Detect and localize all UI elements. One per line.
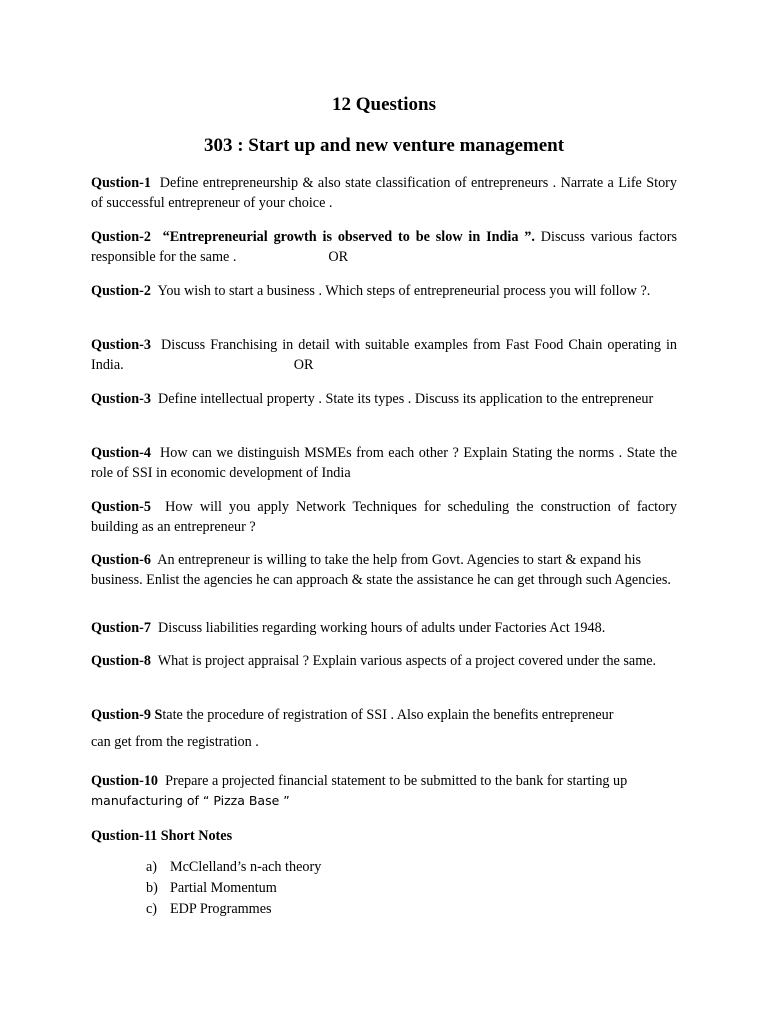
- question-lead-letter: S: [154, 707, 163, 723]
- question-5: [91, 497, 677, 537]
- question-text: Discuss liabilities regarding working hours of adults under Factories Act 1948.: [158, 620, 606, 636]
- list-marker: b): [146, 880, 158, 896]
- question-text: How can we distinguish MSMEs from each other ? Explain Stating the norms . State the role of SSI in economic development of India: [91, 445, 677, 481]
- question-label: Qustion-3: [91, 391, 151, 407]
- question-text: Discuss various factors responsible for the same .: [91, 229, 677, 265]
- question-quote: “Entrepreneurial growth is observed to be slow in India ”.: [162, 229, 535, 245]
- list-marker: c): [146, 901, 158, 917]
- question-text: Discuss Franchising in detail with suitable examples from Fast Food Chain operating in India.: [91, 337, 678, 373]
- question-2: [91, 227, 677, 267]
- question-text: How will you apply Network Techniques for scheduling the construction of factory building as an entrepreneur ?: [91, 499, 678, 535]
- question-text: Define entrepreneurship & also state classification of entrepreneurs . Narrate a Life Story of successful entrepreneur of your choice .: [91, 175, 678, 211]
- question-2-alt: [91, 281, 677, 301]
- question-3-alt: [91, 389, 677, 409]
- question-8: [91, 651, 677, 671]
- list-item-text: EDP Programmes: [170, 901, 272, 917]
- question-11: [91, 826, 677, 846]
- question-6: [91, 550, 671, 590]
- question-text: tate the procedure of registration of SSI . Also explain the benefits entrepreneur: [162, 707, 614, 723]
- question-text: What is project appraisal ? Explain various aspects of a project covered under the same.: [157, 653, 657, 669]
- list-item: [146, 899, 321, 920]
- or-separator: OR: [328, 249, 349, 265]
- question-text-continued: manufacturing of “ Pizza Base ”: [91, 793, 290, 808]
- question-4: [91, 443, 677, 483]
- question-label: Qustion-7: [91, 620, 151, 636]
- question-label: Qustion-6: [91, 552, 151, 568]
- page-subtitle: 303 : Start up and new venture management: [203, 135, 565, 156]
- question-label: Qustion-10: [91, 773, 159, 789]
- question-text: An entrepreneur is willing to take the help from Govt. Agencies to start & expand his business. Enlist the agencies he can approach & state the assistance he can get through such Agencies.: [91, 552, 671, 588]
- question-label: Qustion-2: [91, 229, 151, 245]
- list-item: [146, 878, 321, 899]
- question-10: [91, 771, 677, 811]
- question-7: [91, 618, 677, 638]
- question-9: [91, 705, 677, 725]
- question-text: You wish to start a business . Which steps of entrepreneurial process you will follow ?.: [157, 283, 651, 299]
- question-label: Qustion-4: [91, 445, 151, 461]
- question-label: Qustion-3: [91, 337, 151, 353]
- question-label: Qustion-8: [91, 653, 151, 669]
- question-9-continued: can get from the registration .: [91, 734, 259, 750]
- question-1: [91, 173, 677, 213]
- page-title: 12 Questions: [332, 94, 436, 115]
- question-label: Qustion-2: [91, 283, 151, 299]
- question-label: Qustion-5: [91, 499, 151, 515]
- list-item-text: McClelland’s n-ach theory: [170, 859, 322, 875]
- question-label: Qustion-1: [91, 175, 151, 191]
- question-label: Qustion-11 Short Notes: [91, 828, 233, 844]
- list-marker: a): [146, 859, 158, 875]
- question-text: Define intellectual property . State its types . Discuss its application to the entrepreneur: [158, 391, 654, 407]
- question-3: [91, 335, 677, 375]
- question-text: Prepare a projected financial statement to be submitted to the bank for starting up: [165, 773, 628, 789]
- question-label: Qustion-9: [91, 707, 151, 723]
- or-separator: OR: [293, 357, 314, 373]
- list-item: [146, 857, 321, 878]
- list-item-text: Partial Momentum: [170, 880, 277, 896]
- short-notes-list: [146, 857, 321, 920]
